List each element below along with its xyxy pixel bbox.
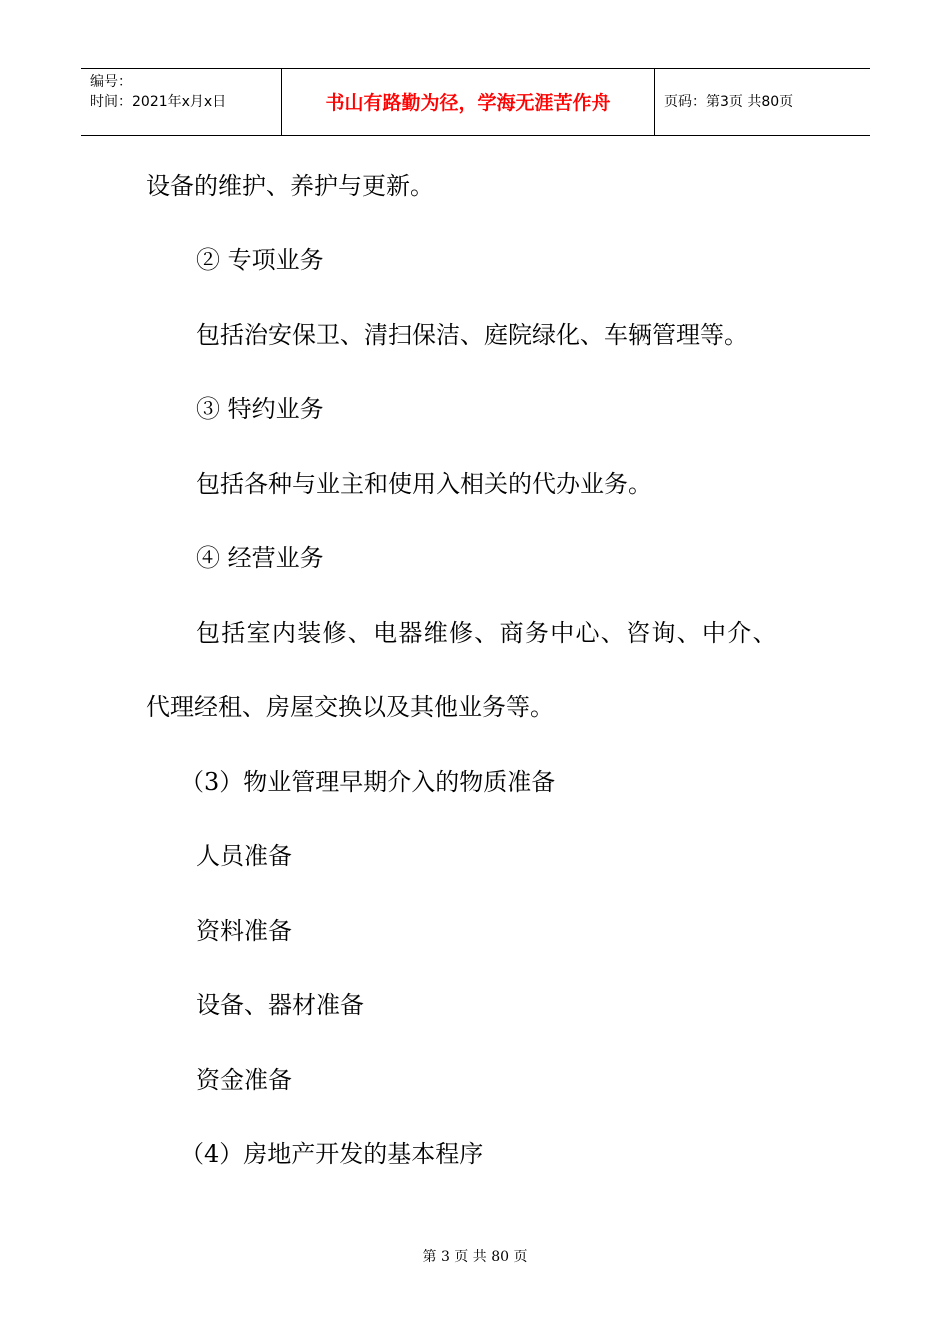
document-number-label: 编号：: [90, 74, 132, 90]
body-line-7: 包括室内装修、电器维修、商务中心、咨询、中介、: [196, 619, 778, 647]
body-line-13: 资金准备: [196, 1066, 292, 1094]
header-motto: 书山有路勤为径，学海无涯苦作舟: [282, 69, 655, 135]
header-meta-cell: [81, 69, 282, 135]
body-line-12: 设备、器材准备: [196, 991, 364, 1019]
body-line-1: 设备的维护、养护与更新。: [146, 172, 434, 200]
page-header: [81, 68, 870, 136]
body-line-10: 人员准备: [196, 842, 292, 870]
section-heading-operating-business: ④ 经营业务: [196, 544, 324, 572]
body-line-11: 资料准备: [196, 917, 292, 945]
document-time-label: 时间：2021年x月x日: [90, 94, 227, 110]
body-line-8: 代理经租、房屋交换以及其他业务等。: [146, 693, 554, 721]
page-footer: 第 3 页 共 80 页: [422, 1249, 528, 1265]
body-line-5: 包括各种与业主和使用入相关的代办业务。: [196, 470, 652, 498]
header-page-info: 页码：第3页 共80页: [664, 94, 794, 110]
section-heading-contract-business: ③ 特约业务: [196, 395, 324, 423]
body-line-3: 包括治安保卫、清扫保洁、庭院绿化、车辆管理等。: [196, 321, 748, 349]
subsection-heading-3: （3）物业管理早期介入的物质准备: [180, 768, 556, 796]
subsection-heading-4: （4）房地产开发的基本程序: [180, 1140, 484, 1168]
section-heading-special-business: ② 专项业务: [196, 246, 324, 274]
